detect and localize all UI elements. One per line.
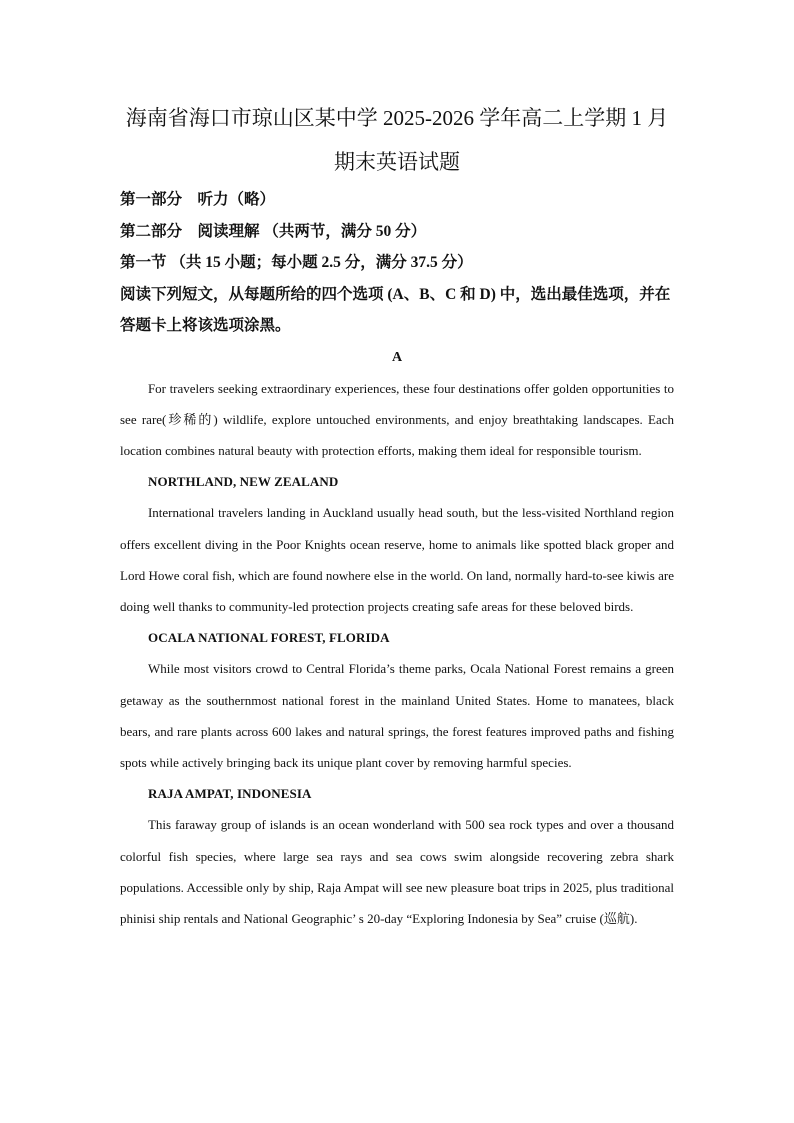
passage-letter: A — [391, 349, 403, 365]
destination-title-raja-ampat: RAJA AMPAT, INDONESIA — [148, 786, 312, 802]
part2-heading: 第二部分 阅读理解 （共两节，满分 50 分） — [120, 222, 427, 240]
instructions: 阅读下列短文，从每题所给的四个选项 (A、B、C 和 D) 中，选出最佳选项，并在答题卡上将该选项涂黑。 — [120, 285, 671, 334]
exam-title-line2: 期末英语试题 — [334, 150, 460, 174]
section1-heading: 第一节 （共 15 小题；每小题 2.5 分，满分 37.5 分） — [120, 254, 473, 271]
exam-title-line1: 海南省海口市琼山区某中学 2025-2026 学年高二上学期 1 月 — [125, 106, 669, 130]
destination-title-ocala: OCALA NATIONAL FOREST, FLORIDA — [148, 630, 390, 646]
document-page — [120, 96, 674, 934]
destination-text-northland: International travelers landing in Auckland usually head south, but the less-visited Northland region offers excellent diving in the Poor Knights ocean reserve, home to animals like spotted black groper and Lord Howe coral fish, which are found nowhere else in the world. On land, normally hard-to-see kiwis are doing well thanks to community-led protection projects creating safe areas for these beloved birds. — [120, 505, 674, 614]
part1-heading: 第一部分 听力（略） — [120, 191, 276, 208]
destination-text-raja-ampat: This faraway group of islands is an ocean wonderland with 500 sea rock types and over a thousand colorful fish species, where large sea rays and sea cows swim alongside recovering zebra shark populations. Accessible only by ship, Raja Ampat will see new pleasure boat trips in 2025, plus traditional phinisi ship rentals and National Geographic’ s 20-day “Exploring Indonesia by Sea” cruise (巡航). — [120, 817, 674, 926]
destination-text-ocala: While most visitors crowd to Central Florida’s theme parks, Ocala National Forest remains a green getaway as the southernmost national forest in the mainland United States. Home to manatees, black bears, and rare plants across 600 lakes and natural springs, the forest features improved paths and fishing spots while actively bringing back its unique plant cover by removing harmful species. — [120, 661, 674, 770]
passage-intro: For travelers seeking extraordinary experiences, these four destinations offer golden opportunities to see rare(珍稀的) wildlife, explore untouched environments, and enjoy breathtaking landscapes. Each location combines natural beauty with protection efforts, making them ideal for responsible tourism. — [120, 380, 674, 458]
destination-title-northland: NORTHLAND, NEW ZEALAND — [148, 474, 339, 490]
